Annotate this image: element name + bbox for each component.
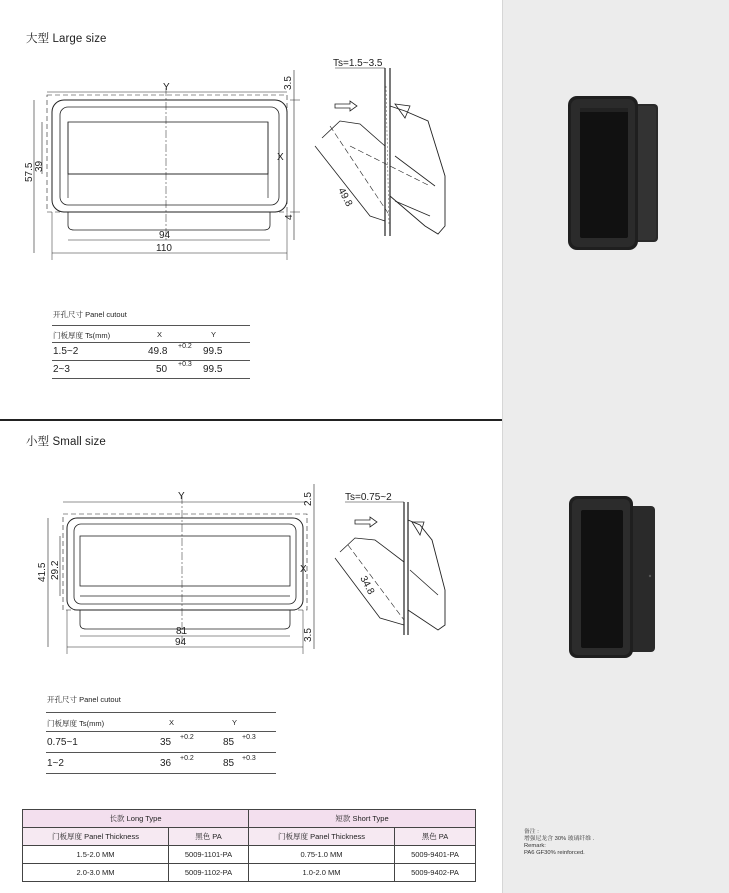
small-row1-xtol: +0.2 bbox=[180, 734, 194, 741]
short-thickness-cell: 1.0-2.0 MM bbox=[249, 864, 395, 882]
large-row1-ts: 1.5~2 bbox=[53, 346, 79, 357]
large-row2-ts: 2~3 bbox=[53, 364, 70, 375]
small-row2-y: 85 bbox=[223, 758, 235, 769]
small-dim-2-5: 2.5 bbox=[303, 492, 314, 506]
small-dim-81: 81 bbox=[176, 626, 188, 637]
note-label: 备注 : bbox=[524, 829, 539, 835]
large-dim-94: 94 bbox=[159, 230, 171, 241]
large-dim-110: 110 bbox=[156, 243, 172, 254]
small-dim-x: X bbox=[300, 564, 307, 575]
long-thickness-cell: 1.5-2.0 MM bbox=[23, 846, 169, 864]
small-row1-ts: 0.75~1 bbox=[47, 737, 78, 748]
part-number-table bbox=[22, 809, 476, 882]
table-row bbox=[23, 846, 476, 864]
large-row1-xtol: +0.2 bbox=[178, 343, 192, 350]
large-size-title: 大型 Large size bbox=[26, 33, 107, 45]
large-dim-49-8: 49.8 bbox=[335, 186, 355, 209]
large-row1-y: 99.5 bbox=[203, 346, 223, 357]
material-note bbox=[524, 829, 594, 857]
small-handle-photo bbox=[563, 492, 663, 662]
small-ts-label: Ts=0.75~2 bbox=[345, 492, 392, 503]
large-row2-y: 99.5 bbox=[203, 364, 223, 375]
large-handle-photo bbox=[560, 92, 668, 252]
small-dim-29-2: 29.2 bbox=[50, 560, 61, 580]
small-cutout-header-x: X bbox=[169, 718, 175, 727]
long-thickness-header: 门板厚度 Panel Thickness bbox=[23, 828, 169, 846]
small-cutout-header-ts: 门板厚度 Ts(mm) bbox=[47, 719, 105, 728]
small-row2-ytol: +0.3 bbox=[242, 755, 256, 762]
table-row bbox=[23, 864, 476, 882]
small-dim-y: Y bbox=[178, 491, 185, 502]
large-dim-4: 4 bbox=[284, 214, 295, 220]
small-row2-ts: 1~2 bbox=[47, 758, 64, 769]
section-divider bbox=[0, 419, 502, 421]
small-side-drawing bbox=[320, 500, 460, 640]
long-color-header: 黑色 PA bbox=[168, 828, 248, 846]
note-remark: Remark: bbox=[524, 843, 546, 849]
short-type-header: 短款 Short Type bbox=[249, 810, 476, 828]
small-dim-34-8: 34.8 bbox=[357, 574, 377, 597]
large-side-drawing bbox=[310, 66, 460, 246]
small-cutout-title: 开孔尺寸 Panel cutout bbox=[47, 695, 121, 704]
small-dim-3-5: 3.5 bbox=[303, 628, 314, 642]
large-front-drawing bbox=[20, 70, 300, 270]
small-row1-ytol: +0.3 bbox=[242, 734, 256, 741]
short-color-header: 黑色 PA bbox=[395, 828, 476, 846]
short-code-cell: 5009-9401-PA bbox=[395, 846, 476, 864]
large-dim-y: Y bbox=[163, 82, 170, 93]
note-en: PA6 GF30% reinforced. bbox=[524, 850, 585, 856]
small-row1-y: 85 bbox=[223, 737, 235, 748]
small-row1-x: 35 bbox=[160, 737, 172, 748]
short-thickness-cell: 0.75-1.0 MM bbox=[249, 846, 395, 864]
long-code-cell: 5009-1101-PA bbox=[168, 846, 248, 864]
small-dim-94: 94 bbox=[175, 637, 187, 648]
small-row2-xtol: +0.2 bbox=[180, 755, 194, 762]
small-front-drawing bbox=[20, 484, 320, 664]
short-thickness-header: 门板厚度 Panel Thickness bbox=[249, 828, 395, 846]
long-thickness-cell: 2.0-3.0 MM bbox=[23, 864, 169, 882]
long-type-header: 长款 Long Type bbox=[23, 810, 249, 828]
large-dim-3-5: 3.5 bbox=[283, 76, 294, 90]
large-cutout-header-y: Y bbox=[211, 330, 217, 339]
note-cn: 增强尼龙含 30% 玻璃纤维 . bbox=[524, 836, 595, 842]
large-cutout-title: 开孔尺寸 Panel cutout bbox=[53, 310, 127, 319]
small-cutout-header-y: Y bbox=[232, 718, 238, 727]
small-size-title: 小型 Small size bbox=[26, 436, 106, 448]
large-row1-x: 49.8 bbox=[148, 346, 168, 357]
large-cutout-header-x: X bbox=[157, 330, 163, 339]
small-row2-x: 36 bbox=[160, 758, 172, 769]
large-row2-x: 50 bbox=[156, 364, 168, 375]
large-row2-xtol: +0.3 bbox=[178, 361, 192, 368]
long-code-cell: 5009-1102-PA bbox=[168, 864, 248, 882]
large-cutout-header-ts: 门板厚度 Ts(mm) bbox=[53, 331, 111, 340]
small-dim-41-5: 41.5 bbox=[37, 562, 48, 582]
large-dim-x: X bbox=[277, 152, 284, 163]
large-ts-label: Ts=1.5~3.5 bbox=[333, 58, 383, 69]
short-code-cell: 5009-9402-PA bbox=[395, 864, 476, 882]
large-dim-39: 39 bbox=[34, 160, 45, 172]
large-dim-57-5: 57.5 bbox=[24, 162, 35, 182]
